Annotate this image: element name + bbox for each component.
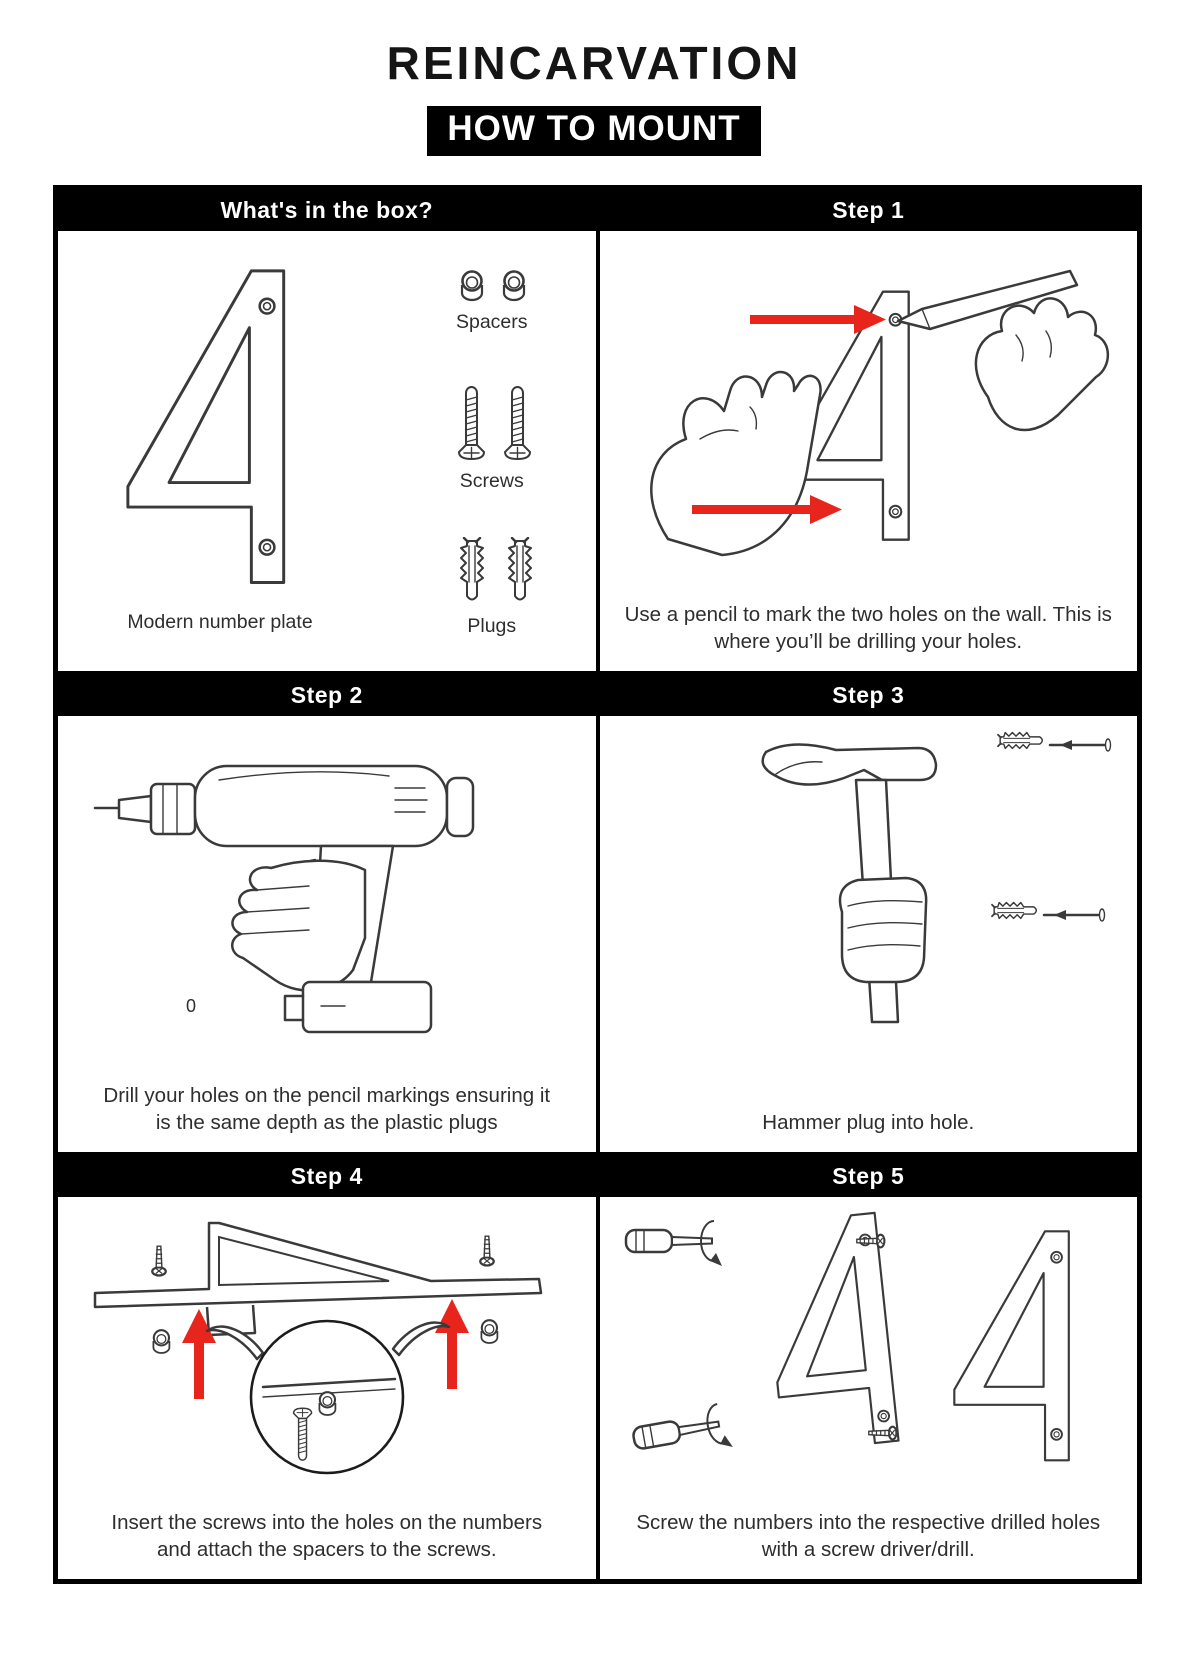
kit-items [388,231,596,671]
how-to-mount-banner: HOW TO MOUNT [427,106,760,156]
panel-header-step2: Step 2 [58,675,596,716]
kit-group-plugs [446,537,538,638]
number-plate-figure [58,231,388,671]
panel-step3 [598,673,1140,1154]
panel-header-step1: Step 1 [600,190,1138,231]
panel-step1 [598,188,1140,673]
screws-label: Screws [459,470,524,492]
screws-icon [447,382,537,462]
step5-caption: Screw the numbers into the respective drilled holes with a screw driver/drill. [636,1510,1101,1561]
spacers-label: Spacers [455,311,528,333]
panel-step2 [56,673,598,1154]
step5-illustration [600,1201,1136,1485]
kit-group-spacers [453,269,531,334]
panel-header-step3: Step 3 [600,675,1138,716]
kit-group-screws [447,382,537,493]
step4-illustration [59,1201,595,1481]
step1-caption: Use a pencil to mark the two holes on the wall. This is where you’ll be drilling your holes. [624,602,1112,653]
spacers-icon [453,269,531,303]
plugs-icon [446,537,538,607]
panel-whats-in-the-box [56,188,598,673]
plugs-label: Plugs [467,615,517,637]
step3-caption: Hammer plug into hole. [762,1110,975,1134]
step4-caption: Insert the screws into the holes on the numbers and attach the spacers to the screws. [111,1510,543,1561]
panel-step5 [598,1154,1140,1581]
number-plate-4-icon [102,265,338,597]
panel-step4 [56,1154,598,1581]
panel-header-step4: Step 4 [58,1156,596,1197]
step2-caption: Drill your holes on the pencil markings ensuring it is the same depth as the plastic plugs [103,1083,551,1134]
step2-illustration [59,722,595,1038]
plate-label: Modern number plate [127,611,313,633]
banner-row [0,106,1188,156]
brand-title: REINCARVATION [386,37,802,89]
step1-illustration [600,239,1136,579]
stray-zero-label: 0 [186,996,197,1016]
step3-illustration [600,720,1136,1050]
panel-header-step5: Step 5 [600,1156,1138,1197]
steps-grid [53,185,1142,1584]
panel-header-box: What's in the box? [58,190,596,231]
